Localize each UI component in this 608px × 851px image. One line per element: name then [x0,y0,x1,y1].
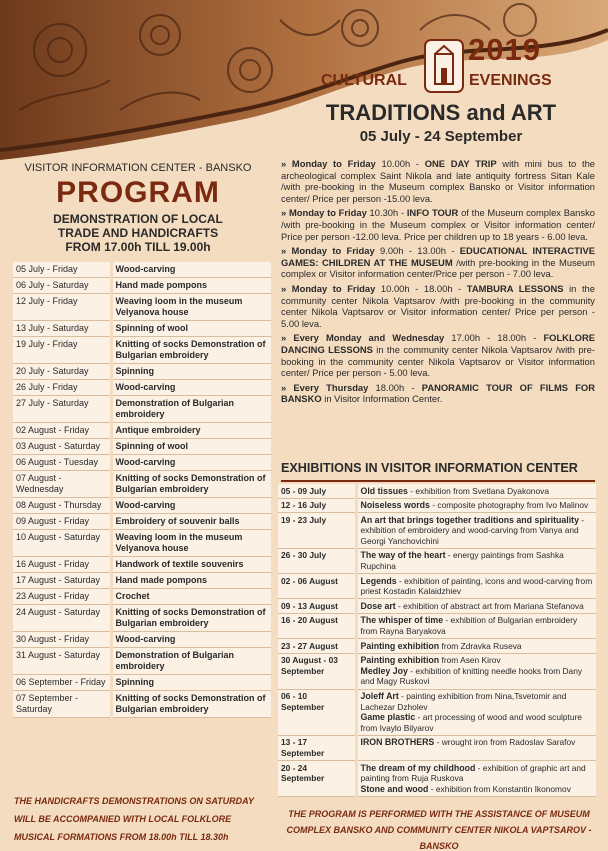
exhibition-date: 12 - 16 July [278,498,356,513]
exhibition-info [356,653,596,689]
exhibition-row [278,513,596,549]
exhibition-name: The whisper of time [360,615,444,626]
exhibition-date: 26 - 30 July [278,548,356,573]
page-title: TRADITIONS and ART [325,100,557,125]
event-name: FOLKLORE DANCING LESSONS [281,332,595,355]
schedule-row [13,364,271,380]
exhibition-desc: - energy paintings from Sashka Rupchina [360,550,564,572]
program-heading: PROGRAM [56,176,220,209]
exhibition-info [356,484,596,498]
event-when: » Monday to Friday [281,158,376,169]
schedule-row [13,605,271,632]
exhibition-name: Old tissues [360,485,408,496]
exhibition-row [278,548,596,573]
exhibition-desc: - exhibition of painting, icons and wood-carving from priest Kostadin Kalaidzhiev [360,575,593,597]
schedule-activity: Wood-carving [111,380,271,396]
exhibition-info [356,639,596,654]
exhibition-entry [361,666,594,687]
exhibitions-table [278,484,596,797]
schedule-activity: Spinning [111,675,271,691]
schedule-date: 07 September - Saturday [13,691,111,718]
schedule-row [13,557,271,573]
exhibition-desc: - art processing of wood and wood sculpture from Ivaylo Bilyarov [360,712,582,733]
exhibition-entry [361,486,594,497]
schedule-date: 13 July - Saturday [13,321,111,337]
schedule-date: 31 August - Saturday [13,648,111,675]
event-name: ONE DAY TRIP [424,158,497,169]
schedule-activity: Weaving loom in the museum Velyanova house [111,294,271,321]
exhibition-info [356,548,596,573]
event-time: 10.00h - 18.00h - [375,282,467,294]
exhibition-name: Painting exhibition [360,655,440,666]
schedule-date: 16 August - Friday [13,557,111,573]
event-desc: with mini bus to the archeological complex Saint Nikola and late antiquity fortress Sitan Kale /with pre-booking in the Museum complex Bansko or Visitor information center/ Price per person -15.00 leva. [281,158,595,204]
event-name: INFO TOUR [406,207,459,219]
exhibition-entry [361,712,594,733]
event-item [281,158,595,204]
exhibition-date: 16 - 20 August [278,613,356,638]
exhibition-date: 13 - 17 September [278,735,356,760]
schedule-row [13,294,271,321]
exhibition-entry [361,655,594,666]
schedule-activity: Weaving loom in the museum Velyanova house [111,530,271,557]
event-time: 17.00h - 18.00h - [444,332,544,344]
schedule-date: 08 August - Thursday [13,498,111,514]
exhibition-entry [361,691,594,712]
schedule-date: 06 August - Tuesday [13,455,111,471]
exhibition-entry [361,737,594,748]
schedule-row [13,514,271,530]
schedule-row [13,632,271,648]
schedule-activity: Crochet [111,589,271,605]
exhibition-info [356,689,596,735]
footer-note: THE PROGRAM IS PERFORMED WITH THE ASSISTANCE OF MUSEUM COMPLEX BANSKO AND COMMUNITY CENTER NIKOLA VAPTSAROV - BANSKO [286,809,592,851]
event-desc: in the community center Nikola Vaptsarov /with pre-booking in the community center Nikola Vaptsarov or Visitor information center/ Price per person - 5.00 leva. [281,343,596,379]
exhibition-desc: - exhibition of Bulgarian embroidery from Rayna Baryakova [360,615,578,637]
exhibition-entry [361,641,594,652]
exhibition-name: The way of the heart [360,550,446,561]
event-when: » Monday to Friday [281,245,375,257]
schedule-date: 06 September - Friday [13,675,111,691]
exhibition-info [356,574,596,599]
schedule-row [13,262,271,278]
event-time: 10.00h - [375,158,425,169]
schedule-activity: Embroidery of souvenir balls [111,514,271,530]
exhibition-desc: - exhibition of abstract art from Mariana Stefanova [395,600,584,611]
schedule-row [13,439,271,455]
exhibition-date: 09 - 13 August [278,599,356,614]
exhibition-desc: - exhibition of embroidery and wood-carving from Vanya and Georgi Yanchovichini [360,514,585,546]
schedule-activity: Knitting of socks Demonstration of Bulgarian embroidery [111,471,271,498]
schedule-date: 23 August - Friday [13,589,111,605]
schedule-date: 05 July - Friday [13,262,111,278]
event-when: » Monday to Friday [281,207,367,219]
exhibition-info [356,498,596,513]
schedule-date: 02 August - Friday [13,423,111,439]
saturday-note: THE HANDICRAFTS DEMONSTRATIONS ON SATURDAY WILL BE ACCOMPANIED WITH LOCAL FOLKLORE MUSICAL FORMATIONS FROM 18.00h TILL 18.30h [14,796,254,842]
exhibition-date: 05 - 09 July [278,484,356,498]
exhibition-row [278,639,596,654]
event-when: » Every Thursday [281,381,369,393]
exhibition-name: Legends [360,575,397,586]
schedule-row [13,321,271,337]
event-desc: in Visitor Information Center. [321,393,443,405]
exhibition-info [356,735,596,760]
exhibition-date: 20 - 24 September [278,761,356,797]
exhibition-entry [361,576,594,597]
exhibition-desc: - composite photography from Ivo Malinov [429,500,589,511]
crafts-schedule-table [13,262,271,718]
schedule-date: 24 August - Saturday [13,605,111,632]
exhibition-name: Painting exhibition [360,640,440,651]
exhibition-date: 23 - 27 August [278,639,356,654]
exhibition-date: 02 - 06 August [278,574,356,599]
schedule-row [13,648,271,675]
exhibitions-heading: EXHIBITIONS IN VISITOR INFORMATION CENTER [281,460,595,482]
schedule-row [13,337,271,364]
schedule-date: 12 July - Friday [13,294,111,321]
exhibition-row [278,484,596,498]
schedule-date: 27 July - Saturday [13,396,111,423]
date-range: 05 July - 24 September [359,128,523,145]
event-desc: /with pre-booking in the Museum complex or Visitor information center/Price per person - 7.00 leva. [281,256,595,280]
schedule-activity: Knitting of socks Demonstration of Bulgarian embroidery [111,691,271,718]
exhibition-name: An art that brings together traditions and spirituality [360,514,579,525]
exhibition-entry [361,500,594,511]
schedule-row [13,380,271,396]
schedule-activity: Demonstration of Bulgarian embroidery [111,396,271,423]
cultural-label: CULTURAL [321,72,407,89]
schedule-activity: Spinning of wool [111,321,271,337]
schedule-row [13,396,271,423]
bansko-logo-icon [423,38,465,94]
events-list [281,158,595,408]
event-item [281,207,595,242]
schedule-row [13,471,271,498]
exhibition-entry [361,601,594,612]
event-name: PANORAMIC TOUR OF FILMS FOR BANSKO [281,381,595,405]
exhibition-date: 19 - 23 July [278,513,356,549]
event-item [281,245,595,280]
exhibition-desc: - exhibition from Konstantin Ikonomov [428,783,571,794]
program-subtitle: DEMONSTRATION OF LOCAL TRADE AND HANDICRAFTS FROM 17.00h TILL 19.00h [53,212,223,254]
exhibition-name: Joleff Art [360,691,399,701]
exhibition-desc: - exhibition of knitting needle hooks from Dany and Magy Ruskovi [360,665,583,687]
schedule-activity: Hand made pompons [111,278,271,294]
schedule-activity: Antique embroidery [111,423,271,439]
schedule-activity: Knitting of socks Demonstration of Bulgarian embroidery [111,337,271,364]
schedule-activity: Handwork of textile souvenirs [111,557,271,573]
exhibition-desc: from Zdravka Ruseva [439,640,522,651]
schedule-activity: Spinning [111,364,271,380]
schedule-activity: Demonstration of Bulgarian embroidery [111,648,271,675]
schedule-row [13,423,271,439]
event-item [281,382,595,405]
exhibition-name: IRON BROTHERS [360,737,435,748]
exhibition-date: 06 - 10 September [278,689,356,735]
event-item [281,332,595,378]
schedule-activity: Wood-carving [111,262,271,278]
event-time: 18.00h - [368,381,422,393]
schedule-row [13,498,271,514]
schedule-date: 17 August - Saturday [13,573,111,589]
schedule-activity: Hand made pompons [111,573,271,589]
exhibition-name: Game plastic [360,712,416,723]
exhibition-row [278,599,596,614]
exhibition-name: Stone and wood [360,783,429,794]
schedule-date: 10 August - Saturday [13,530,111,557]
schedule-date: 06 July - Saturday [13,278,111,294]
event-time: 9.00h - 13.00h - [374,245,460,257]
year-title: 2019 [468,32,541,67]
exhibition-desc: from Asen Kirov [439,655,501,666]
event-when: » Every Monday and Wednesday [281,332,445,344]
schedule-row [13,675,271,691]
schedule-activity: Knitting of socks Demonstration of Bulgarian embroidery [111,605,271,632]
schedule-row [13,278,271,294]
schedule-row [13,455,271,471]
exhibition-info [356,513,596,549]
schedule-activity: Wood-carving [111,632,271,648]
event-name: EDUCATIONAL INTERACTIVE GAMES: CHILDREN AT THE MUSEUM [281,245,596,268]
schedule-row [13,530,271,557]
exhibition-name: Dose art [360,600,396,611]
schedule-activity: Wood-carving [111,455,271,471]
exhibition-entry [361,615,594,636]
exhibition-name: The dream of my childhood [360,762,476,773]
schedule-date: 03 August - Saturday [13,439,111,455]
schedule-row [13,691,271,718]
exhibition-entry [361,784,594,795]
schedule-date: 26 July - Friday [13,380,111,396]
exhibition-row [278,761,596,797]
center-name: VISITOR INFORMATION CENTER - BANSKO [24,162,252,174]
exhibition-name: Noiseless words [360,500,430,511]
event-name: TAMBURA LESSONS [466,282,564,294]
event-item [281,283,595,329]
exhibition-entry [361,763,594,784]
exhibition-desc: - exhibition of graphic art and painting from Ruja Ruskova [360,762,586,784]
schedule-activity: Wood-carving [111,498,271,514]
schedule-activity: Spinning of wool [111,439,271,455]
schedule-date: 30 August - Friday [13,632,111,648]
exhibition-desc: - exhibition from Svetlana Dyakonova [407,485,549,496]
exhibition-row [278,574,596,599]
exhibition-desc: - wrought iron from Radoslav Sarafov [434,737,576,748]
exhibition-entry [361,515,594,547]
schedule-date: 20 July - Saturday [13,364,111,380]
schedule-date: 19 July - Friday [13,337,111,364]
schedule-row [13,573,271,589]
evenings-label: EVENINGS [469,72,552,89]
exhibition-info [356,599,596,614]
exhibition-row [278,613,596,638]
exhibition-desc: - painting exhibition from Nina,Tsvetomir and Lachezar Dzholev [360,691,567,712]
exhibition-row [278,498,596,513]
exhibition-row [278,735,596,760]
event-when: » Monday to Friday [281,282,376,294]
event-time: 10.30h - [366,207,407,219]
schedule-date: 09 August - Friday [13,514,111,530]
schedule-row [13,589,271,605]
exhibition-name: Medley Joy [360,665,408,676]
event-desc: in the community center Nikola Vaptsarov /with pre-booking in the community center Nikola Vaptsarov or Visitor information center/ Price per person - 5.00 leva. [281,282,595,329]
exhibition-row [278,689,596,735]
schedule-date: 07 August - Wednesday [13,471,111,498]
exhibition-entry [361,550,594,571]
exhibition-info [356,613,596,638]
event-desc: of the Museum complex Bansko /with pre-booking in the Museum complex or Visitor information center/ Price per person -12.00 leva. Price per children up to 18 years - 6.00 leva. [281,207,595,242]
exhibition-row [278,653,596,689]
exhibition-info [356,761,596,797]
exhibition-date: 30 August - 03 September [278,653,356,689]
